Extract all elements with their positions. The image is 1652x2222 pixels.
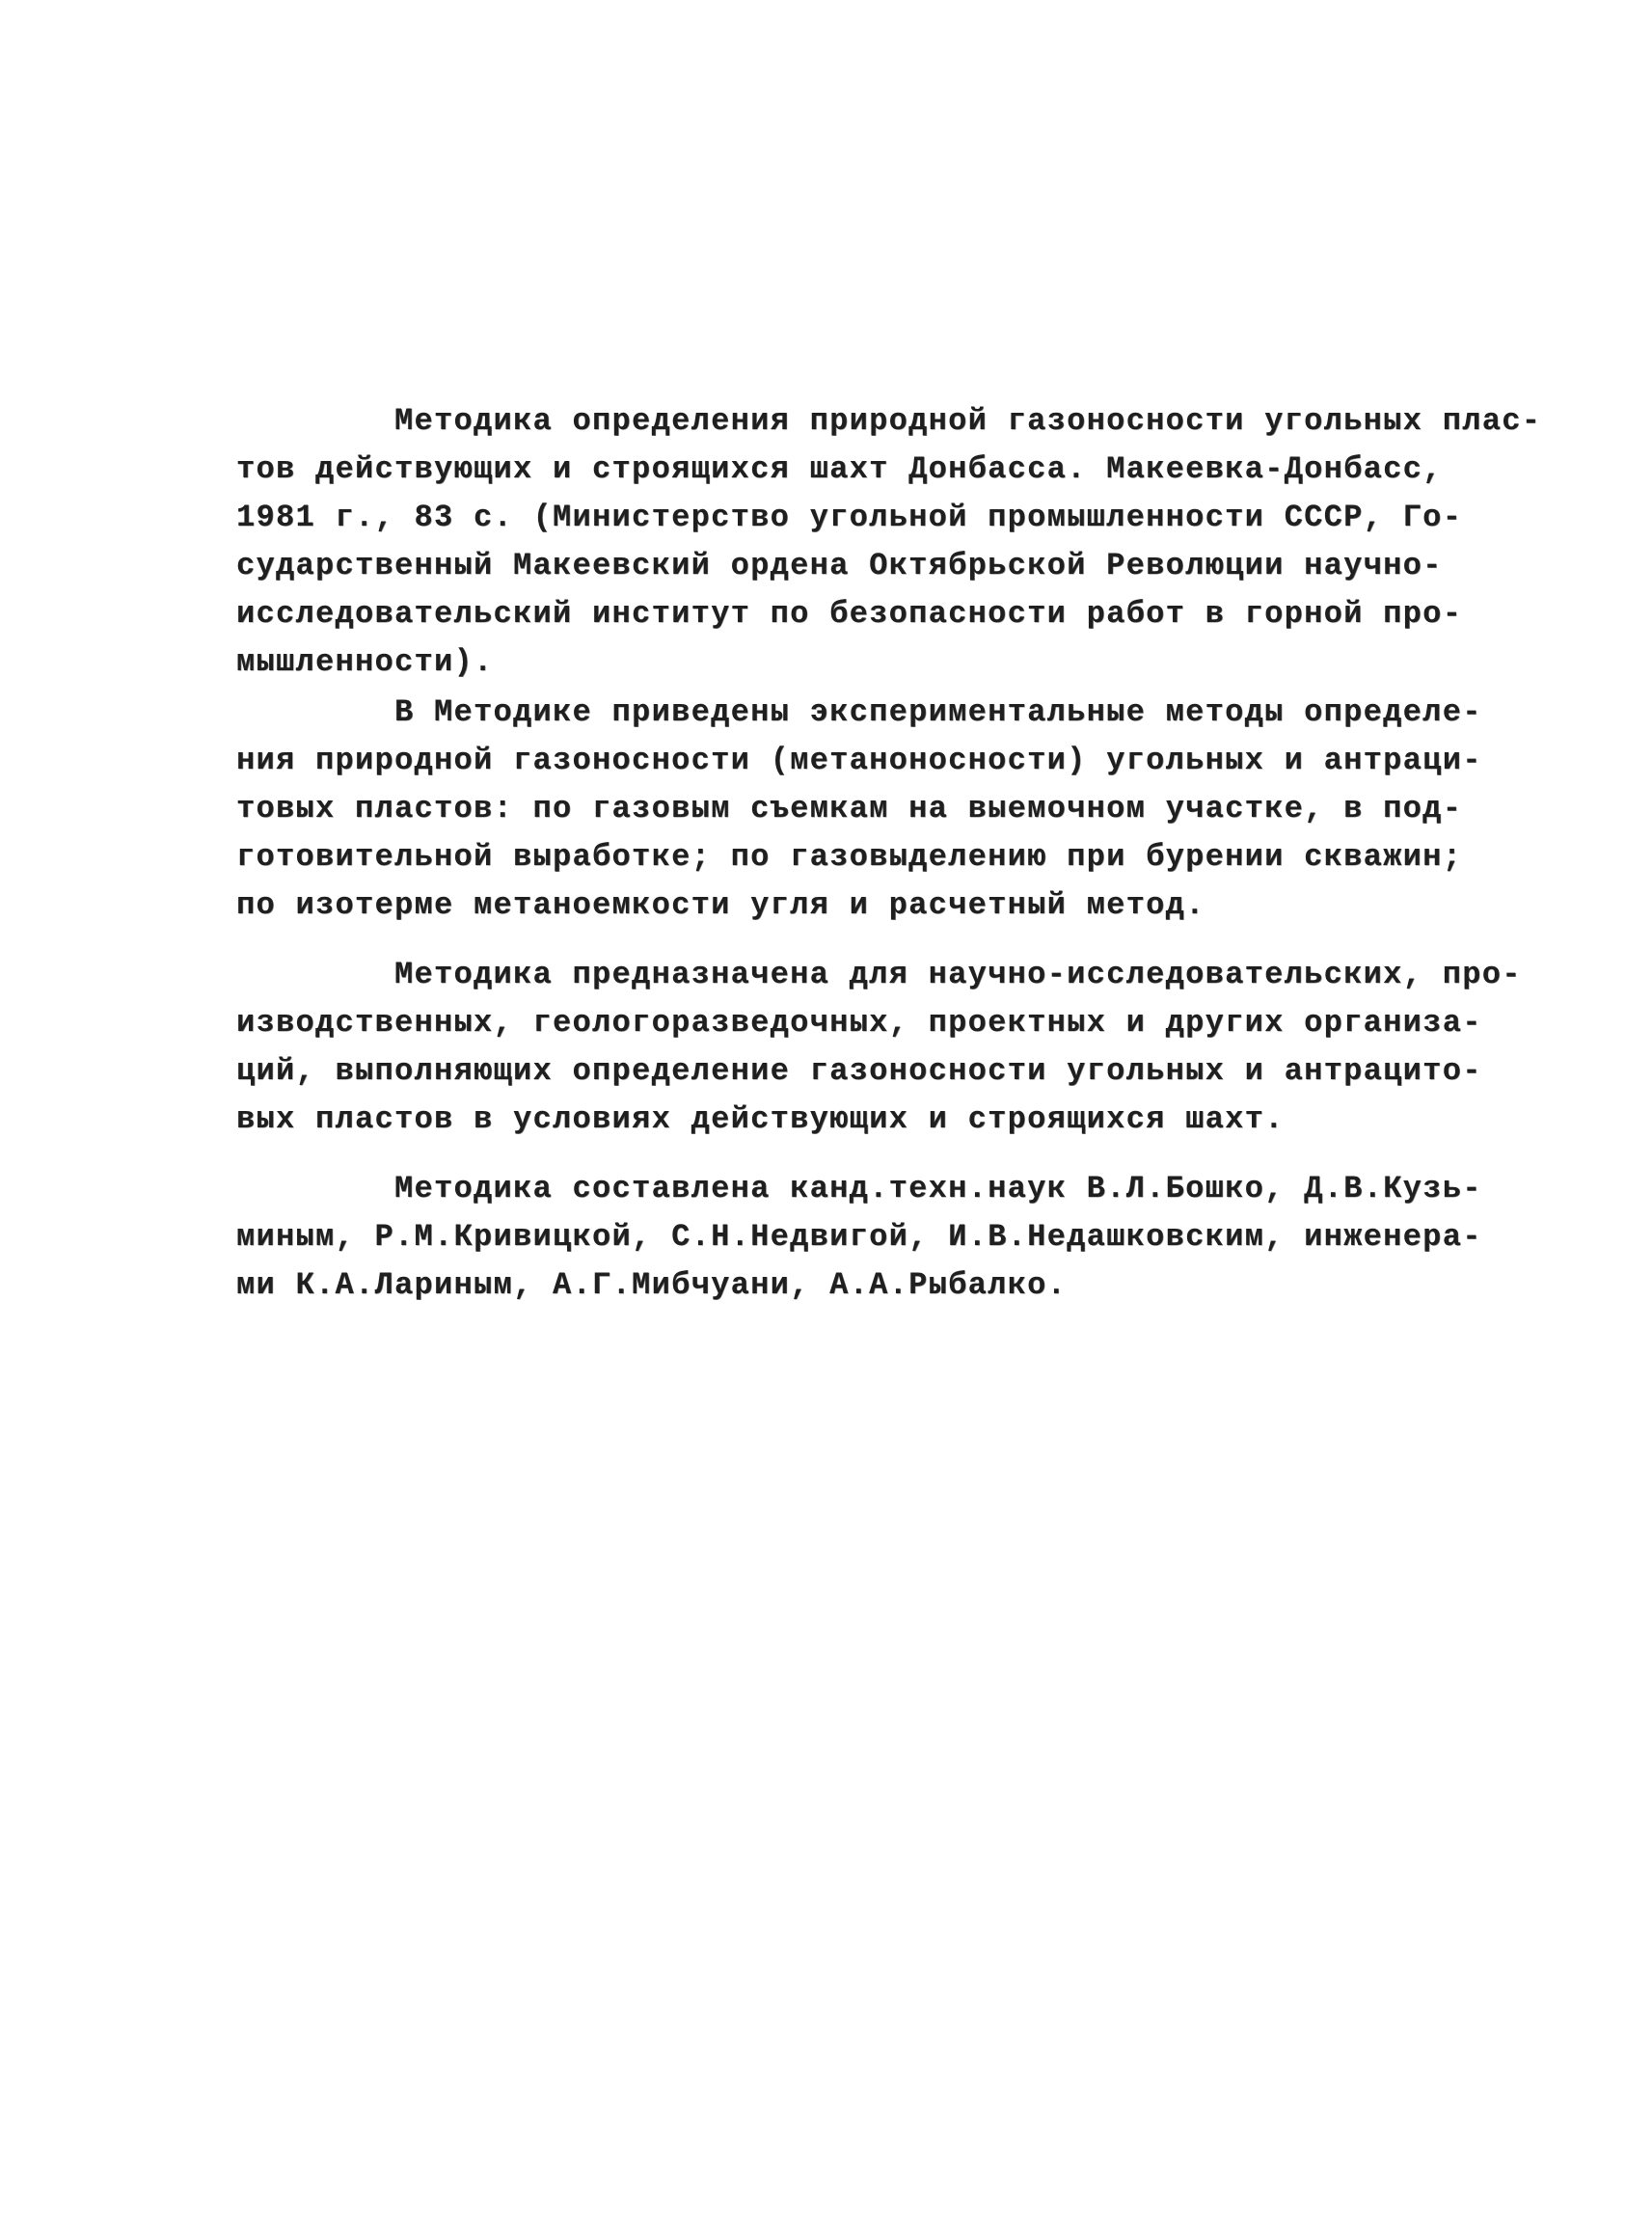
text-line: товых пластов: по газовым съемкам на выемочном участке, в под- bbox=[236, 791, 1463, 826]
text-line: Методика определения природной газоносности угольных плас- bbox=[236, 403, 1542, 439]
text-line: 1981 г., 83 с. (Министерство угольной промышленности СССР, Го- bbox=[236, 500, 1463, 535]
text-line: ния природной газоносности (метаноносности) угольных и антраци- bbox=[236, 743, 1482, 778]
text-line: Методика предназначена для научно-исследовательских, про- bbox=[236, 957, 1522, 992]
text-line: ми К.А.Лариным, А.Г.Мибчуани, А.А.Рыбалко. bbox=[236, 1267, 1068, 1303]
text-line: готовительной выработке; по газовыделению при бурении скважин; bbox=[236, 839, 1463, 875]
text-line: изводственных, геологоразведочных, проектных и других организа- bbox=[236, 1005, 1482, 1041]
paragraph-description bbox=[236, 397, 1542, 687]
text-line: тов действующих и строящихся шахт Донбасса. Макеевка-Донбасс, bbox=[236, 451, 1443, 487]
text-line: мышленности). bbox=[236, 644, 494, 680]
paragraph-purpose bbox=[236, 951, 1522, 1144]
text-line: по изотерме метаноемкости угля и расчетный метод. bbox=[236, 887, 1205, 923]
text-line: В Методике приведены экспериментальные методы определе- bbox=[236, 694, 1482, 730]
text-line: миным, Р.М.Кривицкой, С.Н.Недвигой, И.В.Недашковским, инженера- bbox=[236, 1219, 1482, 1255]
text-line: сударственный Макеевский ордена Октябрьской Революции научно- bbox=[236, 548, 1443, 583]
text-line: Методика составлена канд.техн.наук В.Л.Бошко, Д.В.Кузь- bbox=[236, 1171, 1482, 1206]
text-line: исследовательский институт по безопасности работ в горной про- bbox=[236, 596, 1463, 632]
text-line: вых пластов в условиях действующих и строящихся шахт. bbox=[236, 1101, 1285, 1137]
paragraph-authors bbox=[236, 1165, 1482, 1310]
abstract-text bbox=[236, 397, 1542, 1310]
text-line: ций, выполняющих определение газоносности угольных и антрацито- bbox=[236, 1053, 1482, 1089]
paragraph-methods bbox=[236, 689, 1482, 930]
